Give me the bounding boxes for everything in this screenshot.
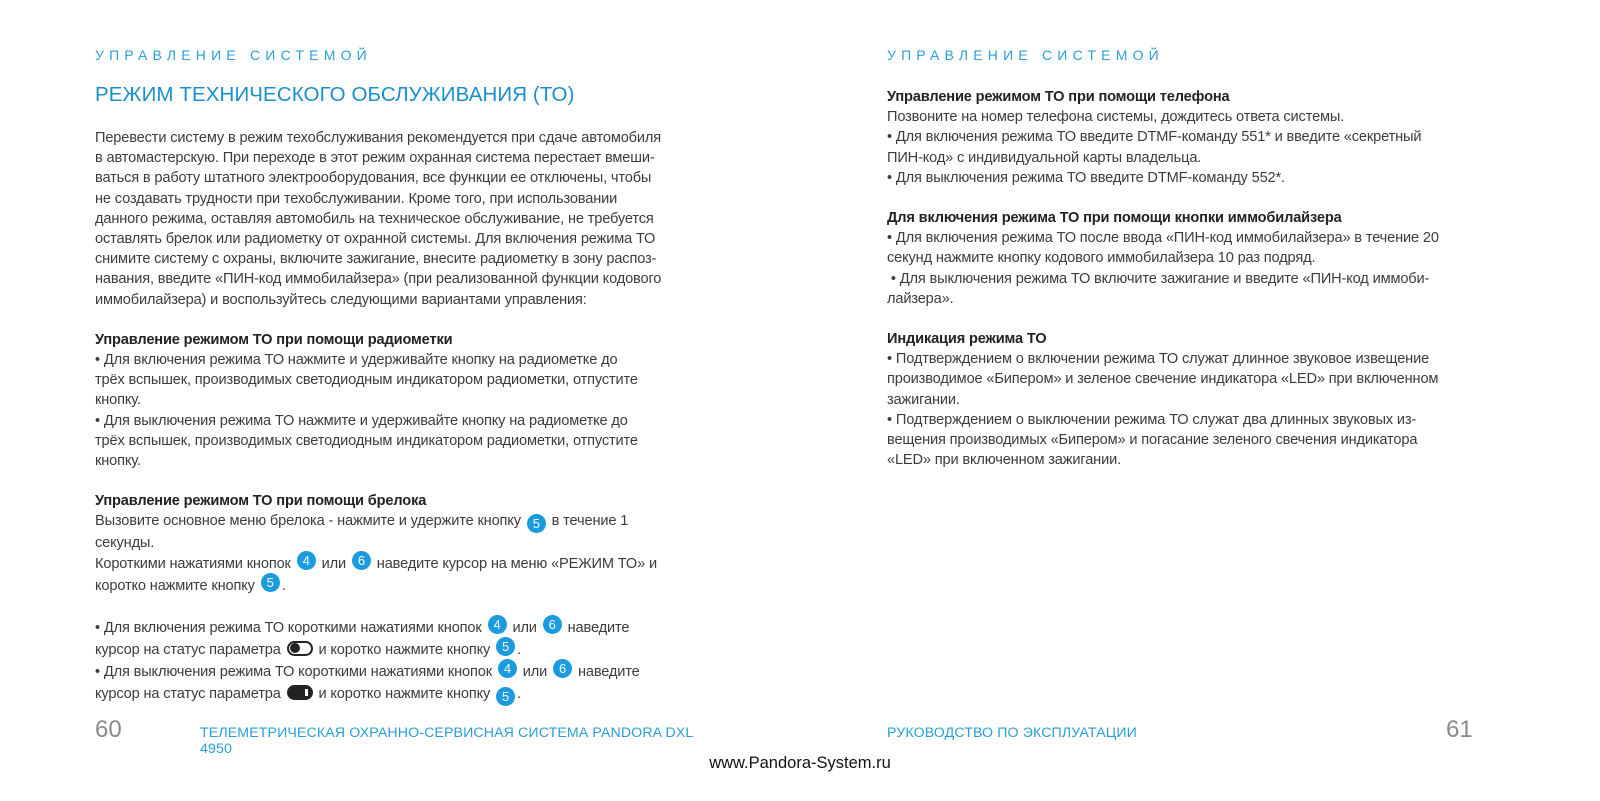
button-5-icon: 5 (527, 514, 546, 533)
indication-heading: Индикация режима ТО (887, 331, 1047, 348)
text-line: ваться в работу штатного электрооборудования, все функции ее отключены, чтобы (95, 170, 652, 187)
text-fragment: • Для выключения режима ТО короткими нажатиями кнопок (95, 663, 492, 680)
page-number: 61 (1446, 716, 1473, 743)
text-line: иммобилайзера) и воспользуйтесь следующими вариантами управления: (95, 291, 587, 308)
text-line: • Для выключения режима ТО введите DTMF-команду 552*. (887, 169, 1285, 186)
text-line (95, 684, 720, 706)
button-5-icon: 5 (496, 687, 515, 706)
button-4-icon: 4 (297, 551, 316, 570)
key-fob-heading: Управление режимом ТО при помощи брелока (95, 493, 427, 510)
phone-heading: Управление режимом ТО при помощи телефона (887, 89, 1230, 105)
footer-title: РУКОВОДСТВО ПО ЭКСПЛУАТАЦИИ (887, 725, 1137, 741)
footer-title: ТЕЛЕМЕТРИЧЕСКАЯ ОХРАННО-СЕРВИСНАЯ СИСТЕМА PANDORA DXL 4950 (200, 725, 693, 757)
text-fragment: • Для включения режима ТО короткими нажатиями кнопок (95, 619, 482, 636)
phone-paragraph (887, 107, 1517, 188)
text-line: Позвоните на номер телефона системы, дождитесь ответа системы. (887, 109, 1345, 126)
button-5-icon: 5 (496, 637, 515, 656)
button-6-icon: 6 (352, 551, 371, 570)
section-label: УПРАВЛЕНИЕ СИСТЕМОЙ (95, 47, 372, 63)
text-line: • Подтверждением о выключении режима ТО служат два длинных звуковых из- (887, 411, 1417, 428)
text-line (95, 618, 720, 640)
text-line (95, 554, 720, 576)
button-6-icon: 6 (543, 615, 562, 634)
text-line (95, 640, 720, 662)
toggle-on-icon (287, 685, 313, 700)
text-fragment: и коротко нажмите кнопку (318, 685, 491, 702)
button-4-icon: 4 (498, 659, 517, 678)
text-fragment: или (512, 619, 537, 636)
text-line: • Для выключения режима ТО включите зажигание и введите «ПИН-код иммоби- (887, 270, 1430, 287)
text-line (95, 662, 720, 684)
immobilizer-heading: Для включения режима ТО при помощи кнопки иммобилайзера (887, 210, 1342, 227)
text-fragment: и коротко нажмите кнопку (318, 641, 491, 658)
radio-tag-heading: Управление режимом ТО при помощи радиометки (95, 331, 453, 348)
text-fragment: курсор на статус параметра (95, 641, 281, 658)
text-line: трёх вспышек, производимых светодиодным индикатором радиометки, отпустите (95, 372, 638, 389)
text-fragment: наведите (567, 619, 630, 636)
text-line: трёх вспышек, производимых светодиодным индикатором радиометки, отпустите (95, 432, 638, 449)
left-page (95, 0, 720, 801)
page-number: 60 (95, 716, 122, 743)
intro-paragraph (95, 128, 720, 310)
text-line: вещения производимых «Бипером» и погасание зеленого свечения индикатора (887, 432, 1418, 449)
text-line: Перевести систему в режим техобслуживания рекомендуется при сдаче автомобиля (95, 130, 661, 146)
text-fragment: . (281, 577, 286, 594)
text-line: кнопку. (95, 392, 141, 409)
text-line: не создавать трудности при техобслуживании. Кроме того, при использовании (95, 190, 618, 207)
text-line (95, 511, 720, 533)
text-fragment: Вызовите основное меню брелока - нажмите и удержите кнопку (95, 513, 521, 530)
text-fragment: или (522, 663, 548, 680)
left-column (95, 128, 720, 706)
toggle-off-icon (287, 641, 313, 656)
text-line: • Для выключения режима ТО нажмите и удерживайте кнопку на радиометке до (95, 412, 628, 429)
chapter-title: РЕЖИМ ТЕХНИЧЕСКОГО ОБСЛУЖИВАНИЯ (ТО) (95, 83, 575, 106)
text-fragment: . (517, 641, 521, 658)
text-line: кнопку. (95, 453, 141, 470)
text-fragment: или (321, 555, 346, 572)
indication-paragraph (887, 349, 1517, 470)
text-line: «LED» при включенном зажигании. (887, 452, 1121, 469)
button-5-icon: 5 (261, 573, 280, 592)
text-line: • Для включения режима ТО после ввода «ПИН-код иммобилайзера» в течение 20 (887, 230, 1439, 247)
text-line: снимите систему с охраны, включите зажигание, внесите радиометку в зону распоз- (95, 251, 657, 268)
text-fragment: в течение 1 (551, 513, 629, 530)
text-line: зажигании. (887, 391, 960, 408)
key-fob-paragraph (95, 511, 720, 705)
text-fragment: курсор на статус параметра (95, 685, 281, 702)
section-label: УПРАВЛЕНИЕ СИСТЕМОЙ (887, 47, 1164, 63)
text-line: данного режима, оставляя автомобиль на техническое обслуживание, не требуется (95, 210, 654, 227)
right-page (887, 0, 1517, 801)
text-line: • Для включения режима ТО введите DTMF-команду 551* и введите «секретный (887, 129, 1422, 146)
text-fragment: наведите курсор на меню «РЕЖИМ ТО» и (376, 555, 657, 572)
text-line: • Подтверждением о включении режима ТО служат длинное звуковое извещение (887, 351, 1430, 368)
text-line: ПИН-код» с индивидуальной карты владельца. (887, 149, 1202, 166)
radio-tag-paragraph (95, 350, 720, 471)
button-6-icon: 6 (553, 659, 572, 678)
text-line: секунды. (95, 535, 155, 552)
immobilizer-paragraph (887, 228, 1517, 309)
text-fragment: наведите (577, 663, 640, 680)
text-line: оставлять брелок или радиометку от охранной системы. Для включения режима ТО (95, 231, 656, 248)
text-line: в автомастерскую. При переходе в этот режим охранная система перестает вмеши- (95, 150, 655, 167)
text-line: секунд нажмите кнопку кодового иммобилайзера 10 раз подряд. (887, 250, 1316, 267)
text-fragment: Короткими нажатиями кнопок (95, 555, 291, 572)
website-url: www.Pandora-System.ru (709, 754, 891, 772)
text-line (95, 576, 720, 598)
text-fragment: коротко нажмите кнопку (95, 577, 255, 594)
text-line: навания, введите «ПИН-код иммобилайзера» (при реализованной функции кодового (95, 271, 662, 288)
text-fragment: . (517, 685, 521, 702)
text-line: производимое «Бипером» и зеленое свечение индикатора «LED» при включенном (887, 371, 1439, 388)
right-column (887, 87, 1517, 470)
text-line: • Для включения режима ТО нажмите и удерживайте кнопку на радиометке до (95, 352, 618, 369)
text-line: лайзера». (887, 290, 954, 307)
button-4-icon: 4 (488, 615, 507, 634)
